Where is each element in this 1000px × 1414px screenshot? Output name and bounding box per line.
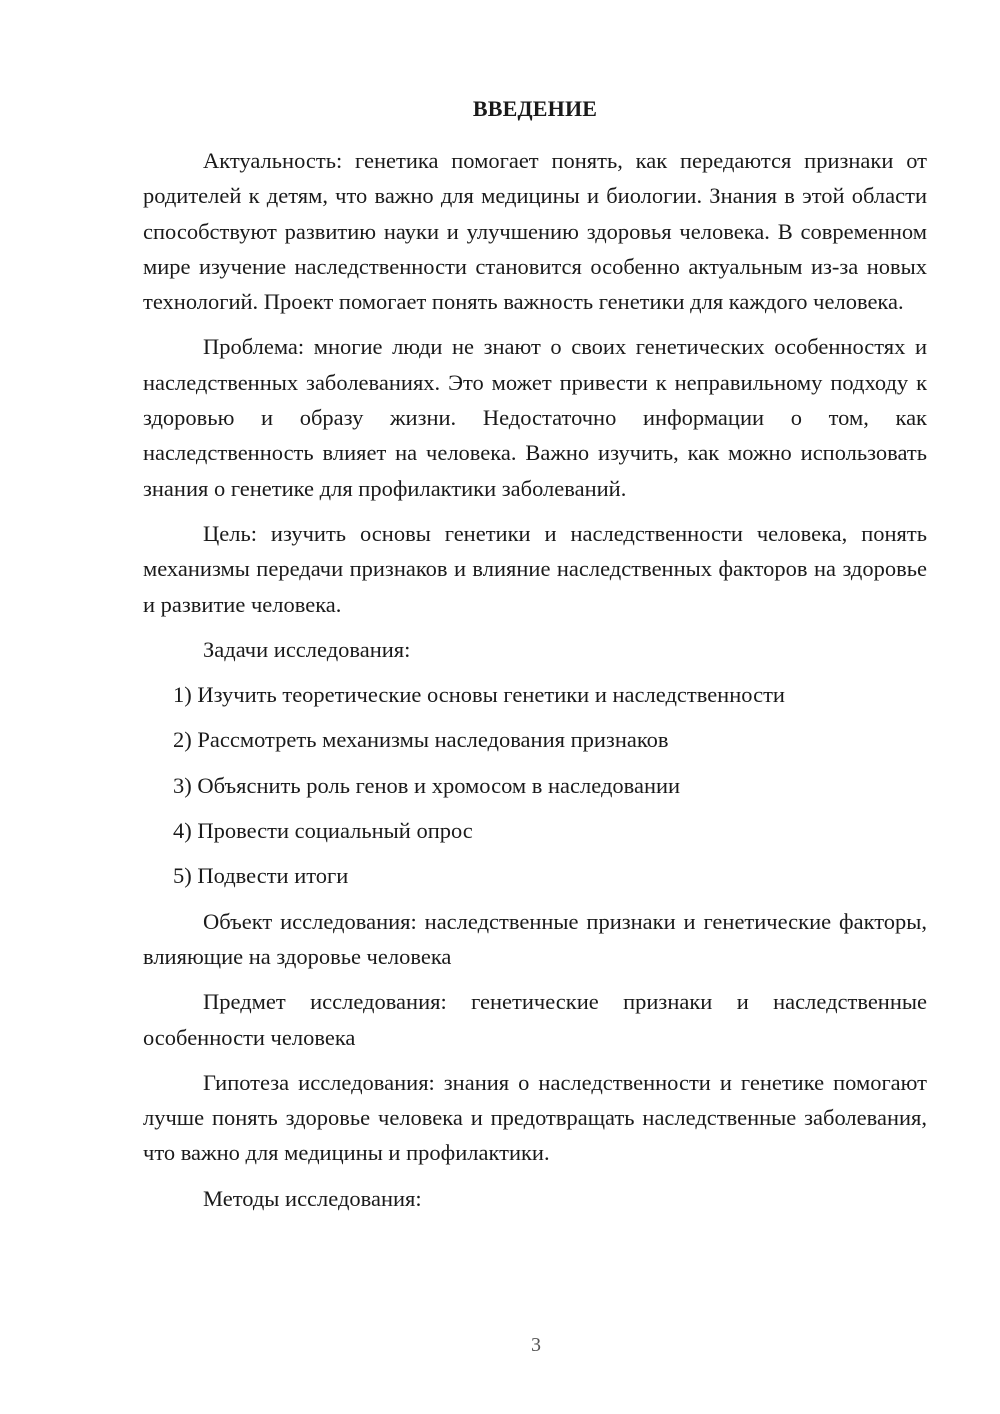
page-number: 3	[531, 1334, 541, 1356]
task-item-5: 5) Подвести итоги	[173, 863, 349, 889]
task-item-1: 1) Изучить теоретические основы генетики и наследственности	[173, 682, 785, 708]
relevance-paragraph: Актуальность: генетика помогает понять, как передаются признаки от родителей к детям, что важно для медицины и биологии. Знания в этой области способствуют развитию науки и улучшению здоровья человека. В современном мире изучение наследственности становится особенно актуальным из-за новых технологий. Проект помогает понять важность генетики для каждого человека.	[143, 148, 927, 315]
goal-paragraph: Цель: изучить основы генетики и наследственности человека, понять механизмы передачи признаков и влияние наследственных факторов на здоровье и развитие человека.	[143, 520, 927, 617]
object-paragraph: Объект исследования: наследственные признаки и генетические факторы, влияющие на здоровье человека	[143, 908, 927, 969]
tasks-heading: Задачи исследования:	[203, 636, 411, 662]
task-item-3: 3) Объяснить роль генов и хромосом в наследовании	[173, 772, 681, 798]
section-title: ВВЕДЕНИЕ	[472, 96, 598, 121]
subject-paragraph: Предмет исследования: генетические признаки и наследственные особенности человека	[143, 989, 927, 1050]
task-item-2: 2) Рассмотреть механизмы наследования признаков	[173, 727, 669, 753]
task-item-4: 4) Провести социальный опрос	[173, 818, 473, 844]
problem-paragraph: Проблема: многие люди не знают о своих генетических особенностях и наследственных заболеваниях. Это может привести к неправильному подходу к здоровью и образу жизни. Недостаточно информации о том, как наследственность влияет на человека. Важно изучить, как можно использовать знания о генетике для профилактики заболеваний.	[143, 334, 927, 501]
hypothesis-paragraph: Гипотеза исследования: знания о наследственности и генетике помогают лучше понять здоровье человека и предотвращать наследственные заболевания, что важно для медицины и профилактики.	[143, 1069, 927, 1166]
methods-heading: Методы исследования:	[203, 1185, 422, 1211]
document-page	[143, 94, 927, 1226]
